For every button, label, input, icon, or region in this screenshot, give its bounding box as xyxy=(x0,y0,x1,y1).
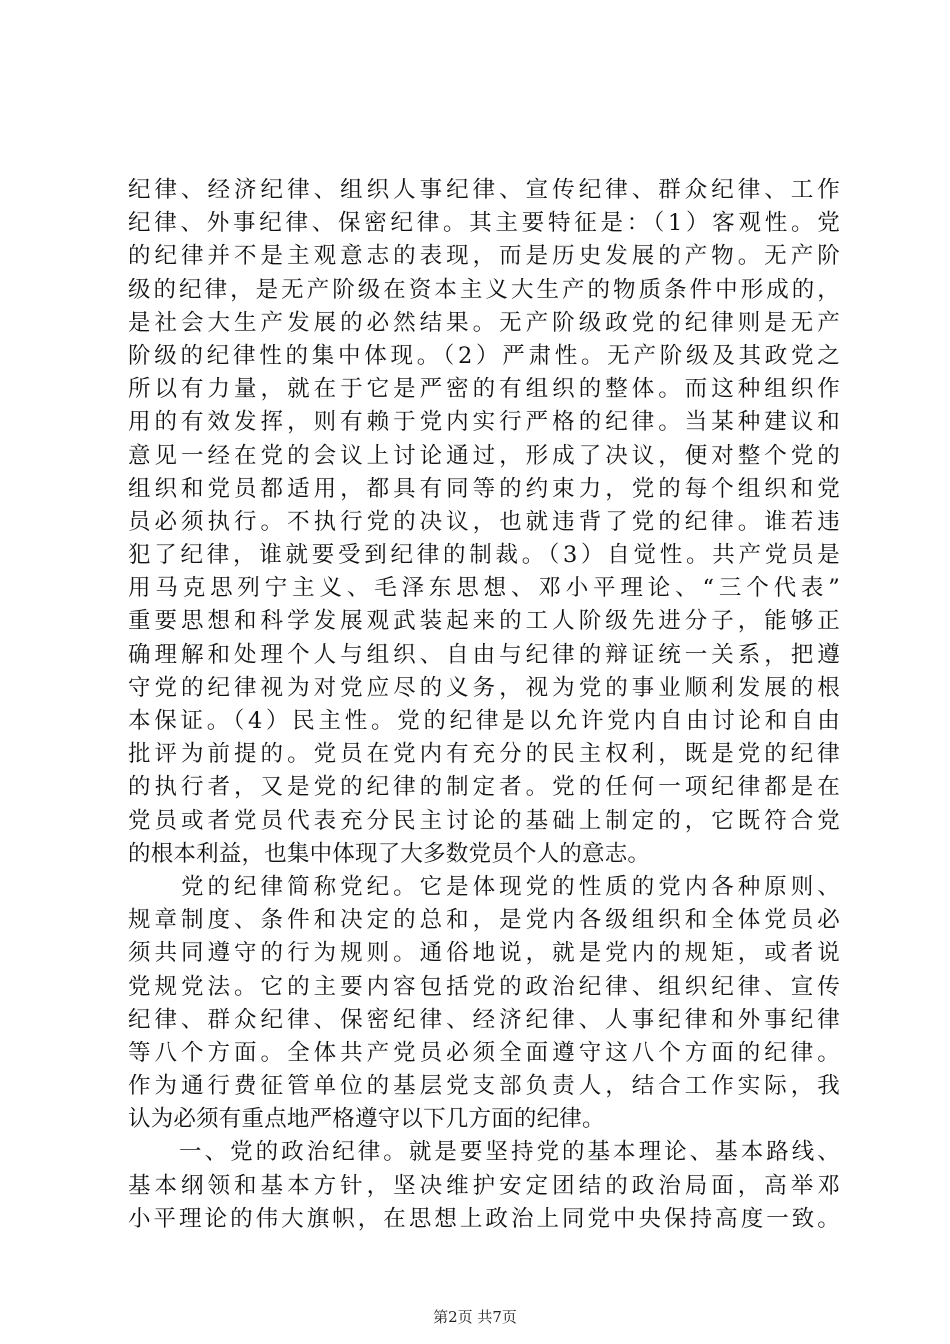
text-line: 的执行者，又是党的纪律的制定者。党的任何一项纪律都是在 xyxy=(128,774,840,801)
text-line: 的根本利益，也集中体现了大多数党员个人的意志。 xyxy=(128,840,651,867)
text-line: 重要思想和科学发展观武装起来的工人阶级先进分子，能够正 xyxy=(128,608,840,635)
text-line: 党员或者党员代表充分民主讨论的基础上制定的，它既符合党 xyxy=(128,807,840,834)
text-line: 纪律、群众纪律、保密纪律、经济纪律、人事纪律和外事纪律 xyxy=(128,1006,840,1033)
text-line: 组织和党员都适用，都具有同等的约束力，党的每个组织和党 xyxy=(128,475,840,502)
text-line: 员必须执行。不执行党的决议，也就违背了党的纪律。谁若违 xyxy=(128,508,840,535)
text-line: 小平理论的伟大旗帜，在思想上政治上同党中央保持高度一致。 xyxy=(128,1205,840,1232)
text-line: 认为必须有重点地严格遵守以下几方面的纪律。 xyxy=(128,1106,605,1133)
text-line: 级的纪律，是无产阶级在资本主义大生产的物质条件中形成的， xyxy=(128,276,840,303)
text-line: 阶级的纪律性的集中体现。（2）严肃性。无产阶级及其政党之 xyxy=(128,342,840,369)
text-line: 规章制度、条件和决定的总和，是党内各级组织和全体党员必 xyxy=(128,907,840,934)
text-line: 批评为前提的。党员在党内有充分的民主权利，既是党的纪律 xyxy=(128,741,840,768)
text-line: 纪律、外事纪律、保密纪律。其主要特征是：（1）客观性。党 xyxy=(128,210,840,237)
text-line: 一、党的政治纪律。就是要坚持党的基本理论、基本路线、 xyxy=(128,1139,840,1166)
text-line: 守党的纪律视为对党应尽的义务，视为党的事业顺利发展的根 xyxy=(128,674,840,701)
text-line: 的纪律并不是主观意志的表现，而是历史发展的产物。无产阶 xyxy=(128,243,840,270)
text-line: 党规党法。它的主要内容包括党的政治纪律、组织纪律、宣传 xyxy=(128,973,840,1000)
text-line: 基本纲领和基本方针，坚决维护安定团结的政治局面，高举邓 xyxy=(128,1172,840,1199)
page-footer: 第2页 共7页 xyxy=(433,1308,517,1326)
text-line: 等八个方面。全体共产党员必须全面遵守这八个方面的纪律。 xyxy=(128,1039,840,1066)
text-line: 是社会大生产发展的必然结果。无产阶级政党的纪律则是无产 xyxy=(128,309,840,336)
text-line: 用马克思列宁主义、毛泽东思想、邓小平理论、“三个代表” xyxy=(128,575,840,602)
text-line: 所以有力量，就在于它是严密的有组织的整体。而这种组织作 xyxy=(128,376,840,403)
text-line: 纪律、经济纪律、组织人事纪律、宣传纪律、群众纪律、工作 xyxy=(128,177,840,203)
text-line: 党的纪律简称党纪。它是体现党的性质的党内各种原则、 xyxy=(128,873,840,900)
text-line: 确理解和处理个人与组织、自由与纪律的辩证统一关系，把遵 xyxy=(128,641,840,668)
text-line: 须共同遵守的行为规则。通俗地说，就是党内的规矩，或者说 xyxy=(128,940,840,967)
text-line: 意见一经在党的会议上讨论通过，形成了决议，便对整个党的 xyxy=(128,442,840,469)
text-line: 犯了纪律，谁就要受到纪律的制裁。（3）自觉性。共产党员是 xyxy=(128,542,840,569)
document-body xyxy=(128,174,840,1236)
text-line: 本保证。（4）民主性。党的纪律是以允许党内自由讨论和自由 xyxy=(128,708,840,734)
text-line: 作为通行费征管单位的基层党支部负责人，结合工作实际，我 xyxy=(128,1073,840,1100)
text-line: 用的有效发挥，则有赖于党内实行严格的纪律。当某种建议和 xyxy=(128,409,840,436)
